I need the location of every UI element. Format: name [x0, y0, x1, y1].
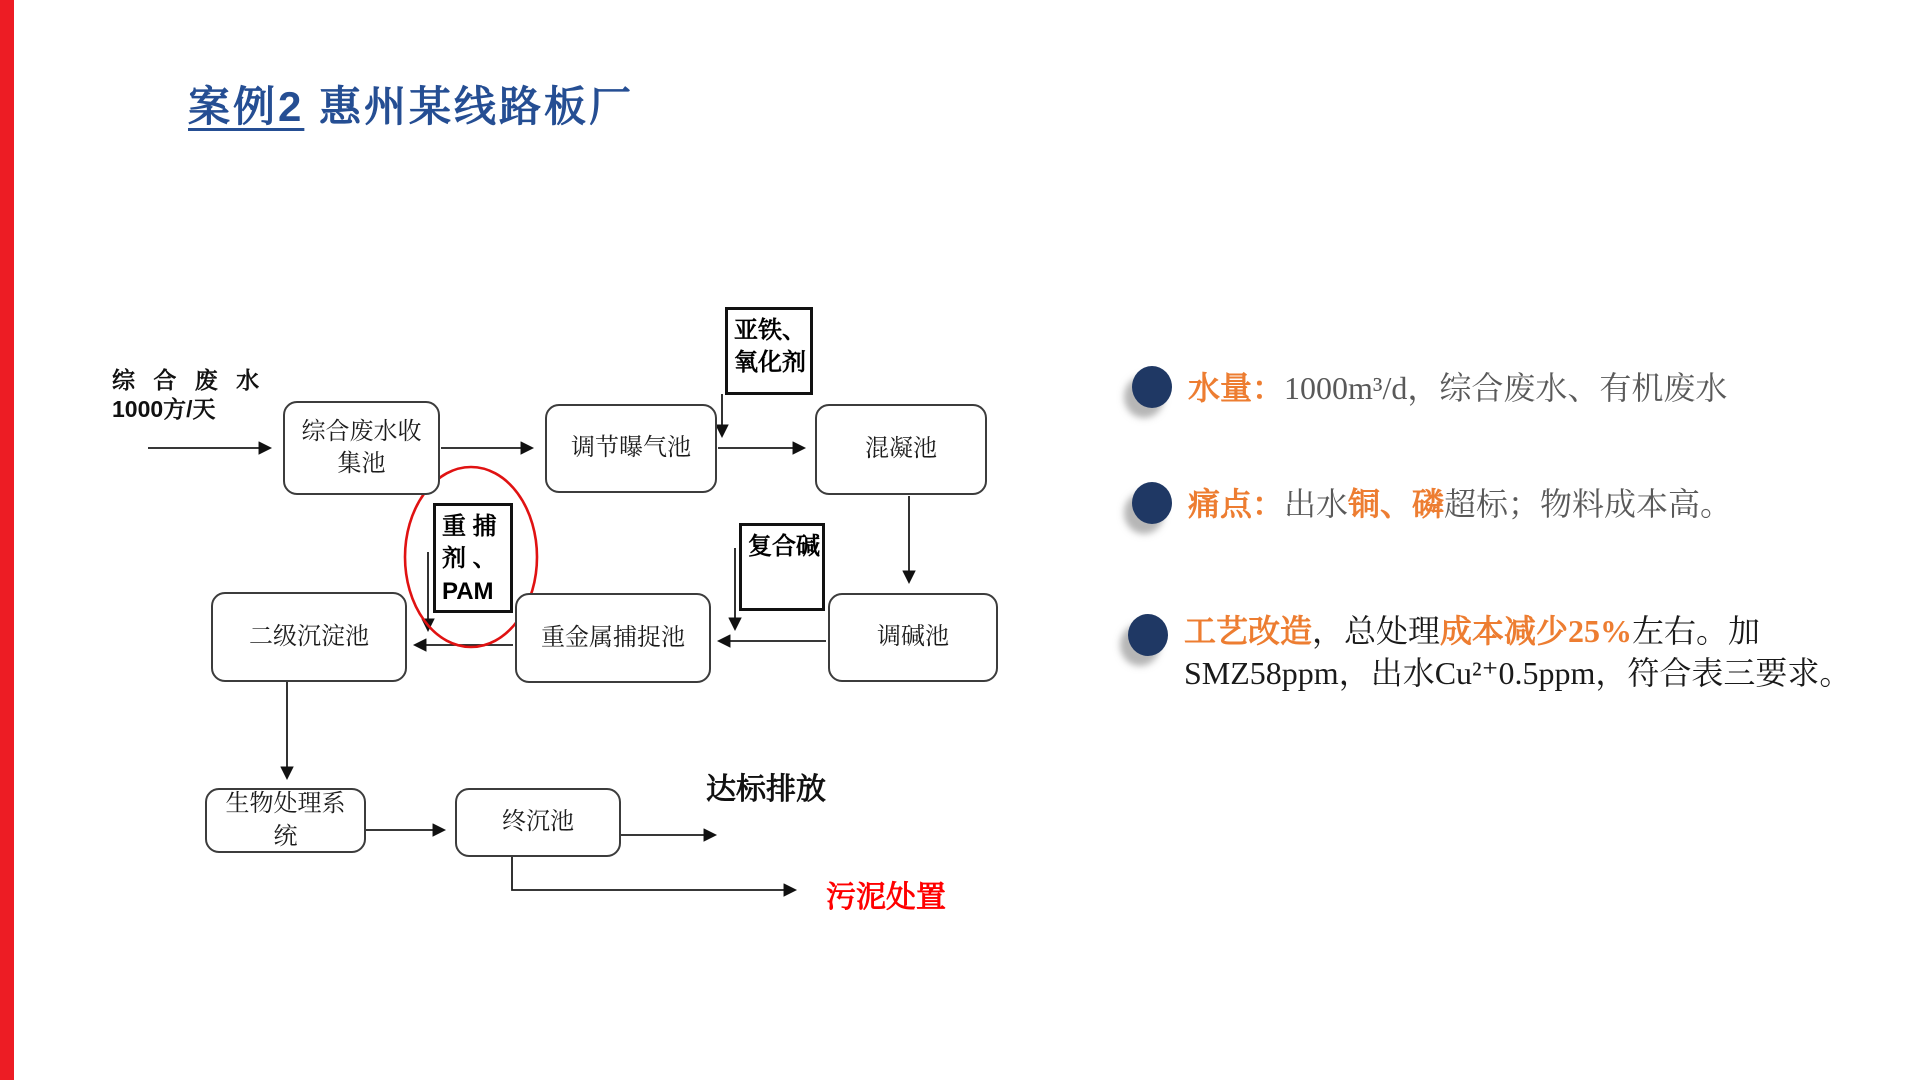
- bullet-pain-points: [1132, 482, 1908, 526]
- pain-point-label: 痛点：: [1188, 486, 1285, 522]
- bullet-water-volume-text: [1188, 366, 1908, 410]
- title-case-number: 案例2: [188, 83, 305, 130]
- bullet-pain-points-text: 痛点：出水铜、磷超标；物料成本高。: [1188, 486, 1733, 522]
- box-final-sediment-pool: 终沉池: [455, 788, 621, 857]
- bullet-process-upgrade: [1128, 610, 1904, 694]
- box-aeration-pool: 调节曝气池: [545, 404, 717, 493]
- box-alkali-pool: 调碱池: [828, 593, 998, 682]
- box-collect-pool: 综合废水收集池: [283, 401, 440, 495]
- dosing-box-pam: [433, 503, 513, 613]
- water-volume-label: 水量：: [1188, 370, 1285, 406]
- sludge-disposal-label: 污泥处置: [826, 881, 946, 914]
- box-metal-capture-pool: 重金属捕捉池: [515, 593, 711, 683]
- bullet-dot-icon: [1132, 366, 1172, 408]
- ferrous-line1: 亚铁、: [734, 317, 806, 344]
- inflow-label-line1: 综 合 废 水: [112, 367, 266, 393]
- discharge-label: 达标排放: [706, 773, 826, 806]
- dosing-box-compound-alkali: [739, 523, 825, 611]
- dosing-box-ferrous-oxidant: [725, 307, 813, 395]
- box-secondary-sediment-pool: 二级沉淀池: [211, 592, 407, 682]
- pam-line3: PAM: [442, 577, 494, 605]
- pain-point-metals: 铜、磷: [1348, 486, 1445, 522]
- box-bio-system: 生物处理系统: [205, 788, 366, 853]
- pam-line2: 剂 、: [442, 545, 497, 573]
- box-coagulation-pool: 混凝池: [815, 404, 987, 495]
- bullet-dot-icon: [1128, 614, 1168, 656]
- pam-line1: 重 捕: [442, 513, 497, 540]
- inflow-label-line2: 1000方/天: [112, 395, 216, 422]
- bullet-water-volume: [1132, 366, 1908, 410]
- water-volume-value: 1000m³/d，综合废水、有机废水: [1284, 370, 1728, 406]
- bullet-process-upgrade-text: 工艺改造，总处理成本减少25%左右。加SMZ58ppm，出水Cu²⁺0.5ppm，符合表三要求。: [1184, 613, 1852, 691]
- ferrous-line2: 氧化剂: [734, 349, 806, 377]
- inflow-label: [112, 366, 265, 424]
- cost-reduction-value: 成本减少25%: [1440, 613, 1633, 649]
- bullet-dot-icon: [1132, 482, 1172, 524]
- upgrade-label: 工艺改造: [1184, 613, 1313, 649]
- compound-alkali-label: 复合碱: [748, 533, 820, 560]
- title-subject: 惠州某线路板厂: [304, 83, 635, 130]
- arrow-sludge: [512, 857, 795, 890]
